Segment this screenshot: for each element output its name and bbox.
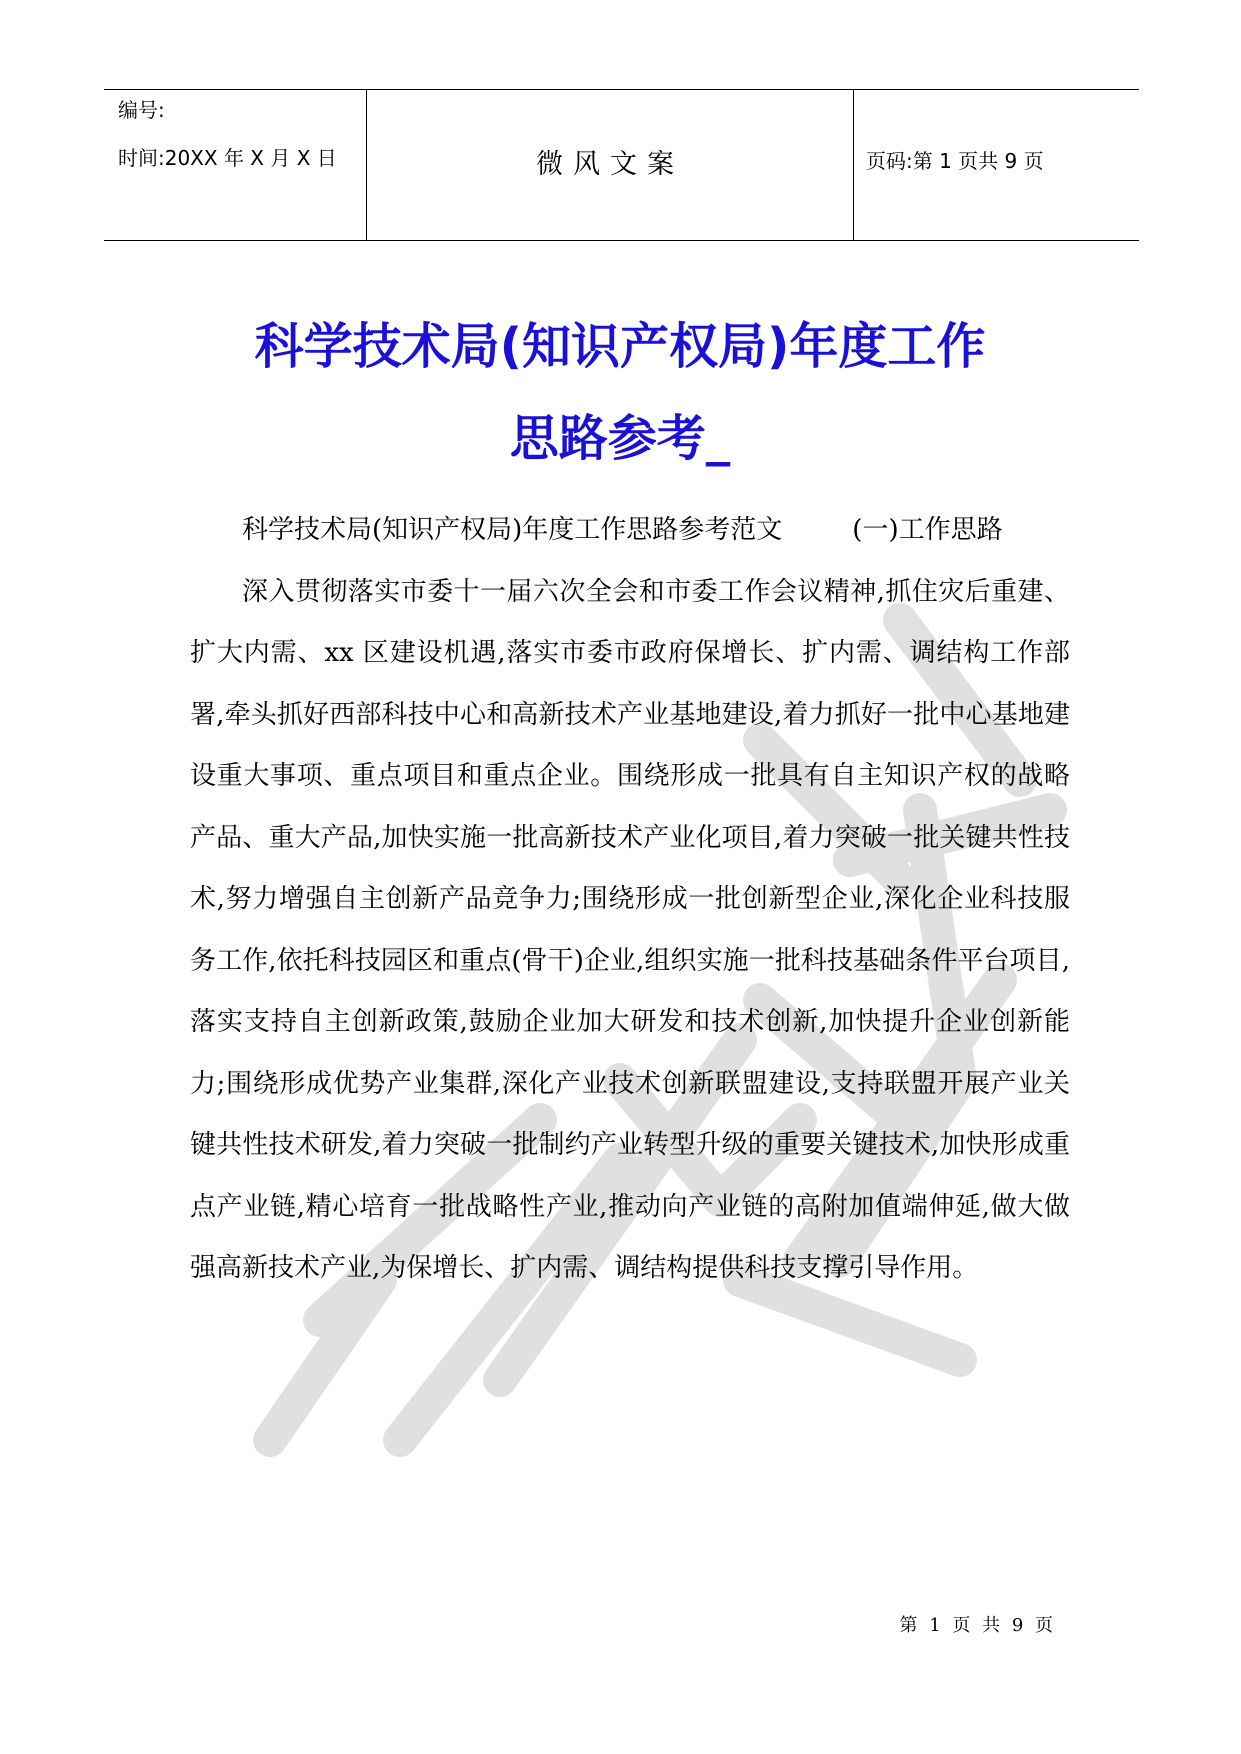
page-code-label: 页码:第 1 页共 9 页	[866, 149, 1044, 173]
page-footer: 第 1 页 共 9 页	[899, 1615, 1056, 1636]
header-page-cell	[854, 90, 1139, 240]
document-title-line-2: 思路参考_	[509, 410, 731, 467]
brand-name: 微风文案	[536, 149, 684, 180]
document-time-label: 时间:20XX 年 X 月 X 日	[118, 146, 337, 170]
intro-paragraph	[190, 500, 1070, 562]
header-meta-cell	[104, 90, 367, 240]
section-heading: (一)工作思路	[852, 515, 1003, 545]
header-brand-cell	[367, 90, 854, 240]
document-header-table	[104, 89, 1139, 241]
document-number-label: 编号:	[118, 98, 165, 122]
document-title-line-1: 科学技术局(知识产权局)年度工作	[254, 318, 986, 375]
body-paragraph: 深入贯彻落实市委十一届六次全会和市委工作会议精神,抓住灾后重建、扩大内需、xx 区建设机遇,落实市委市政府保增长、扩内需、调结构工作部署,牵头抓好西部科技中心和高新技术产业基地建设,着力抓好一批中心基地建设重大事项、重点项目和重点企业。围绕形成一批具有自主知识产权的战略产品、重大产品,加快实施一批高新技术产业化项目,着力突破一批关键共性技术,努力增强自主创新产品竞争力;围绕形成一批创新型企业,深化企业科技服务工作,依托科技园区和重点(骨干)企业,组织实施一批科技基础条件平台项目,落实支持自主创新政策,鼓励企业加大研发和技术创新,加快提升企业创新能力;围绕形成优势产业集群,深化产业技术创新联盟建设,支持联盟开展产业关键共性技术研发,着力突破一批制约产业转型升级的重要关键技术,加快形成重点产业链,精心培育一批战略性产业,推动向产业链的高附加值端伸延,做大做强高新技术产业,为保增长、扩内需、调结构提供科技支撑引导作用。	[190, 576, 1070, 1283]
document-body	[190, 500, 1070, 1300]
intro-title: 科学技术局(知识产权局)年度工作思路参考范文	[242, 515, 783, 545]
